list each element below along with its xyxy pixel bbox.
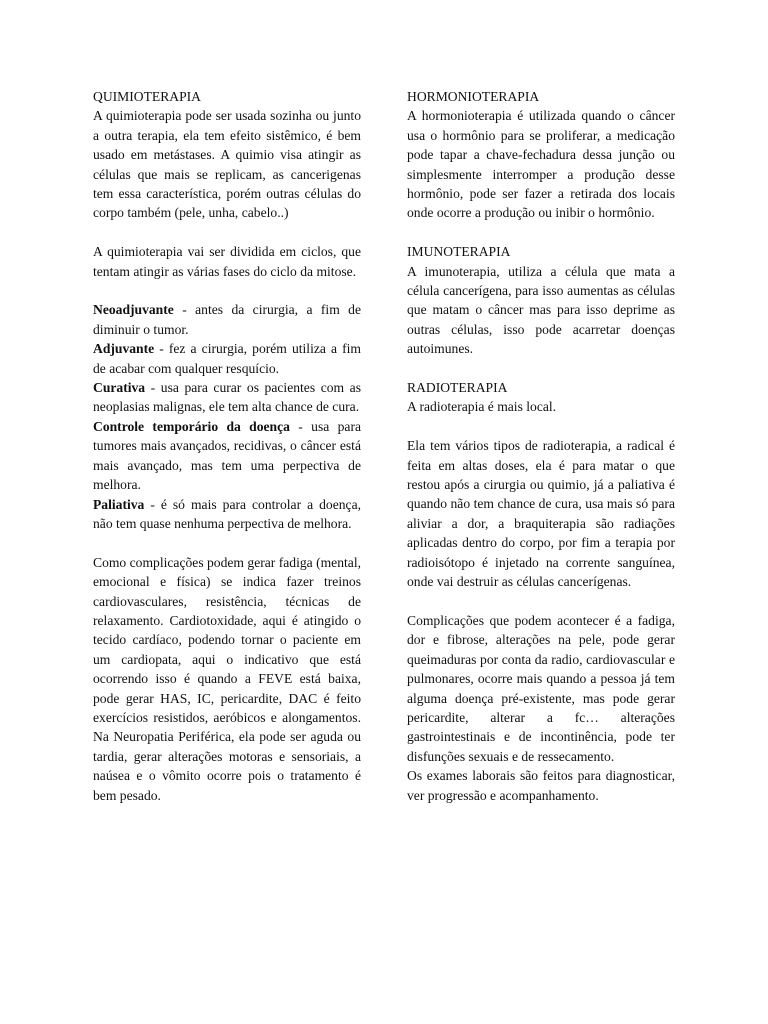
spacer [93,223,361,242]
type-text: - é só mais para controlar a doença, não tem quase nenhuma perpectiva de melhora. [93,496,361,531]
spacer [93,533,361,552]
spacer [407,417,675,436]
spacer [93,281,361,300]
hormonioterapia-heading: HORMONIOTERAPIA [407,89,540,104]
quimioterapia-cycles: A quimioterapia vai ser dividida em ciclos, que tentam atingir as várias fases do ciclo da mitose. [93,244,361,279]
type-adjuvante [93,339,361,378]
type-text: - antes da cirurgia, a fim de diminuir o tumor. [93,302,361,337]
type-text: - usa para tumores mais avançados, recidivas, o câncer está mais avançado, mas tem uma perpectiva de melhora. [93,418,361,493]
spacer [407,359,675,378]
exams-text: Os exames laborais são feitos para diagnosticar, ver progressão e acompanhamento. [407,768,675,803]
quimioterapia-intro: A quimioterapia pode ser usada sozinha ou junto a outra terapia, ela tem efeito sistêmico, é bem usado em metástases. A quimio visa atingir as células que mais se replicam, as cancerigenas tem essa característica, porém outras células do corpo também (pele, unha, cabelo..) [93,108,361,221]
type-text: - fez a cirurgia, porém utiliza a fim de acabar com qualquer resquício. [93,341,361,376]
type-term: Neoadjuvante [93,302,174,318]
type-paliativa [93,495,361,534]
radioterapia-intro: A radioterapia é mais local. [407,399,557,415]
type-text: - usa para curar os pacientes com as neoplasias malignas, ele tem alta chance de cura. [93,380,361,415]
radioterapia-heading: RADIOTERAPIA [407,380,508,396]
type-curativa [93,378,361,417]
radioterapia-text: Ela tem vários tipos de radioterapia, a radical é feita em altas doses, ela é para matar o que restou após a cirurgia ou quimio, já a paliativa é quando não tem chance de cura, usa mais só para aliviar a dor, a braquiterapia são radiações aplicadas dentro do corpo, por fim a terapia por radioisótopo é injetado na corrente sanguínea, onde vai destruir as células cancerígenas. [407,438,675,590]
type-term: Controle temporário da doença [93,418,290,434]
left-column [93,87,361,805]
hormonioterapia-text: A hormonioterapia é utilizada quando o câncer usa o hormônio para se proliferar, a medicação pode tapar a chave-fechadura dessa junção ou simplesmente interromper a produção desse hormônio, pode ser fazer a retirada dos locais onde ocorre a produção ou inibir o hormônio. [407,108,675,221]
type-term: Adjuvante [93,341,155,357]
imunoterapia-text: A imunoterapia, utiliza a célula que mata a célula cancerígena, para isso aumentas as células que matam o câncer mas para isso deprime as outras células, isso pode acarretar doenças autoimunes. [407,263,675,357]
quimioterapia-heading: QUIMIOTERAPIA [93,89,201,104]
type-controle-temporario [93,417,361,495]
imunoterapia-heading: IMUNOTERAPIA [407,244,511,260]
type-neoadjuvante [93,300,361,339]
right-column [407,87,675,805]
spacer [407,592,675,611]
type-term: Paliativa [93,496,145,512]
radioterapia-complications: Complicações que podem acontecer é a fadiga, dor e fibrose, alterações na pele, pode gerar queimaduras por conta da radio, cardiovascular e pulmonares, ocorre mais quando a pessoa já tem alguma doença pré-existente, mas pode gerar pericardite, alterar a fc… alterações gastrointestinais e de incontinência, pode ter disfunções sexuais e de ressecamento. [407,612,675,764]
quimioterapia-complications: Como complicações podem gerar fadiga (mental, emocional e física) se indica fazer treinos cardiovasculares, resistência, técnicas de relaxamento. Cardiotoxidade, aqui é atingido o tecido cardíaco, podendo tornar o paciente em um cardiopata, aqui o indicativo que está ocorrendo isso é quando a FEVE está baixa, pode gerar HAS, IC, pericardite, DAC é feito exercícios resistidos, aeróbicos e alongamentos. Na Neuropatia Periférica, ela pode ser aguda ou tardia, gerar alterações motoras e sensoriais, a naúsea e o vômito ocorre pois o tratamento é bem pesado. [93,554,361,803]
type-term: Curativa [93,380,146,396]
spacer [407,223,675,242]
